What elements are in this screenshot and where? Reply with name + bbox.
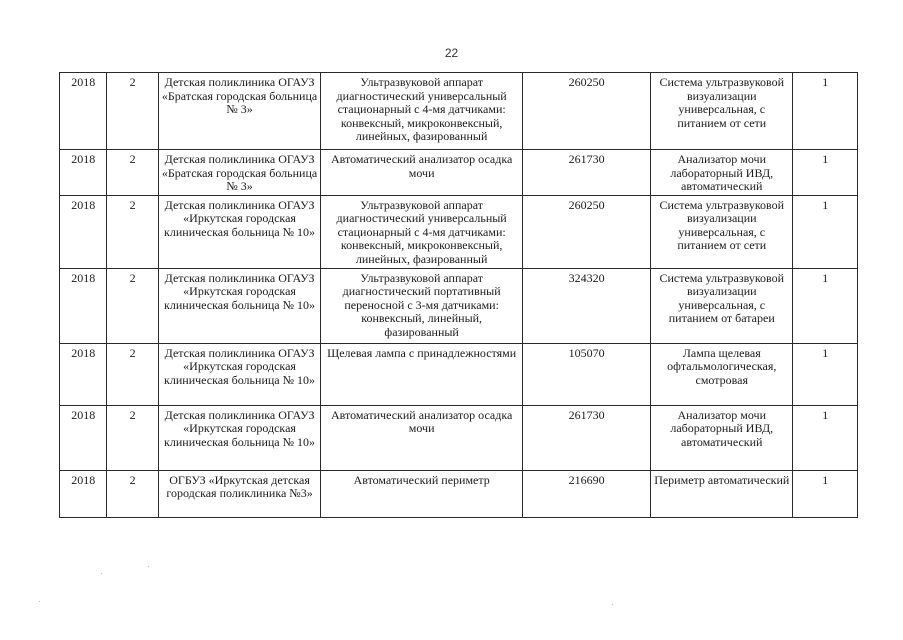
- table-row: [60, 268, 858, 343]
- equipment-name-cell: Автоматический анализатор осадка мочи: [321, 405, 523, 470]
- scan-speck: [148, 566, 149, 567]
- number-cell: 2: [107, 195, 158, 268]
- page-number: 22: [444, 46, 459, 60]
- equipment-name-cell: Автоматический периметр: [321, 470, 523, 517]
- equipment-type-cell: Система ультразвуковой визуализации универсальная, с питанием от сети: [651, 73, 793, 150]
- quantity-cell: 1: [793, 470, 858, 517]
- year-cell: 2018: [60, 405, 107, 470]
- number-cell: 2: [107, 405, 158, 470]
- year-cell: 2018: [60, 73, 107, 150]
- year-cell: 2018: [60, 343, 107, 405]
- quantity-cell: 1: [793, 405, 858, 470]
- equipment-name-cell: Щелевая лампа с принадлежностями: [321, 343, 523, 405]
- quantity-cell: 1: [793, 195, 858, 268]
- equipment-type-cell: Анализатор мочи лабораторный ИВД, автоматический: [651, 405, 793, 470]
- equipment-name-cell: Ультразвуковой аппарат диагностический универсальный стационарный с 4-мя датчиками: конвексный, микроконвексный, линейных, фазированный: [321, 73, 523, 150]
- equipment-name-cell: Ультразвуковой аппарат диагностический универсальный стационарный с 4-мя датчиками: конвексный, микроконвексный, линейных, фазированный: [321, 195, 523, 268]
- equipment-type-cell: Анализатор мочи лабораторный ИВД, автоматический: [651, 150, 793, 196]
- number-cell: 2: [107, 343, 158, 405]
- table-row: [60, 470, 858, 517]
- organization-cell: Детская поликлиника ОГАУЗ «Иркутская городская клиническая больница № 10»: [158, 195, 320, 268]
- organization-cell: Детская поликлиника ОГАУЗ «Иркутская городская клиническая больница № 10»: [158, 268, 320, 343]
- equipment-table: [59, 72, 858, 518]
- equipment-name-cell: Ультразвуковой аппарат диагностический портативный переносной с 3-мя датчиками: конвексный, линейный, фазированный: [321, 268, 523, 343]
- scan-speck: [101, 573, 102, 574]
- equipment-type-cell: Система ультразвуковой визуализации универсальная, с питанием от сети: [651, 195, 793, 268]
- code-cell: 260250: [523, 73, 651, 150]
- equipment-name-cell: Автоматический анализатор осадка мочи: [321, 150, 523, 196]
- code-cell: 216690: [523, 470, 651, 517]
- number-cell: 2: [107, 73, 158, 150]
- table-row: [60, 405, 858, 470]
- quantity-cell: 1: [793, 150, 858, 196]
- equipment-type-cell: Периметр автоматический: [651, 470, 793, 517]
- quantity-cell: 1: [793, 268, 858, 343]
- year-cell: 2018: [60, 150, 107, 196]
- organization-cell: Детская поликлиника ОГАУЗ «Иркутская городская клиническая больница № 10»: [158, 405, 320, 470]
- scan-speck: [39, 601, 40, 602]
- table-row: [60, 343, 858, 405]
- number-cell: 2: [107, 470, 158, 517]
- equipment-type-cell: Система ультразвуковой визуализации универсальная, с питанием от батареи: [651, 268, 793, 343]
- code-cell: 105070: [523, 343, 651, 405]
- year-cell: 2018: [60, 268, 107, 343]
- organization-cell: Детская поликлиника ОГАУЗ «Братская городская больница № 3»: [158, 73, 320, 150]
- quantity-cell: 1: [793, 343, 858, 405]
- organization-cell: ОГБУЗ «Иркутская детская городская поликлиника №3»: [158, 470, 320, 517]
- organization-cell: Детская поликлиника ОГАУЗ «Иркутская городская клиническая больница № 10»: [158, 343, 320, 405]
- code-cell: 324320: [523, 268, 651, 343]
- quantity-cell: 1: [793, 73, 858, 150]
- scan-speck: [612, 604, 613, 605]
- year-cell: 2018: [60, 195, 107, 268]
- table-row: [60, 195, 858, 268]
- organization-cell: Детская поликлиника ОГАУЗ «Братская городская больница № 3»: [158, 150, 320, 196]
- code-cell: 261730: [523, 150, 651, 196]
- year-cell: 2018: [60, 470, 107, 517]
- number-cell: 2: [107, 150, 158, 196]
- number-cell: 2: [107, 268, 158, 343]
- equipment-type-cell: Лампа щелевая офтальмологическая, смотровая: [651, 343, 793, 405]
- code-cell: 261730: [523, 405, 651, 470]
- code-cell: 260250: [523, 195, 651, 268]
- table-row: [60, 150, 858, 196]
- table-row: [60, 73, 858, 150]
